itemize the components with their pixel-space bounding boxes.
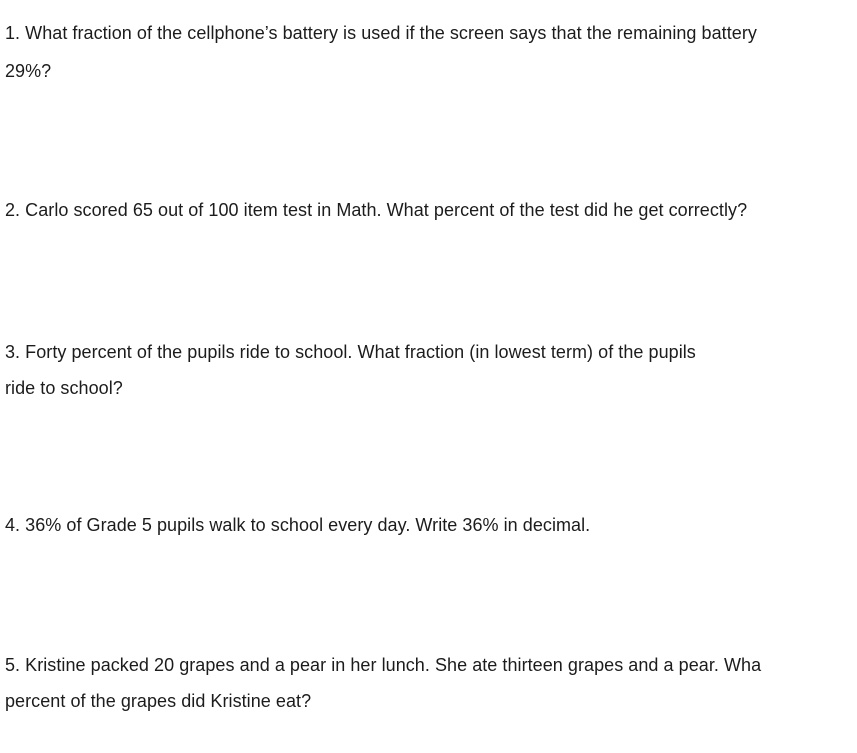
question-3-line-2: ride to school? [5, 378, 123, 398]
question-4-line-1: 4. 36% of Grade 5 pupils walk to school every day. Write 36% in decimal. [5, 515, 591, 535]
question-3-line-1: 3. Forty percent of the pupils ride to school. What fraction (in lowest term) of the pupils [5, 342, 696, 362]
question-1-line-1: 1. What fraction of the cellphone’s battery is used if the screen says that the remaining battery [5, 23, 757, 43]
question-1-line-2: 29%? [5, 61, 52, 81]
question-5-line-1: 5. Kristine packed 20 grapes and a pear in her lunch. She ate thirteen grapes and a pear. Wha [5, 655, 762, 675]
question-5-line-2: percent of the grapes did Kristine eat? [5, 691, 312, 711]
question-2-line-1: 2. Carlo scored 65 out of 100 item test in Math. What percent of the test did he get correctly? [5, 200, 748, 220]
